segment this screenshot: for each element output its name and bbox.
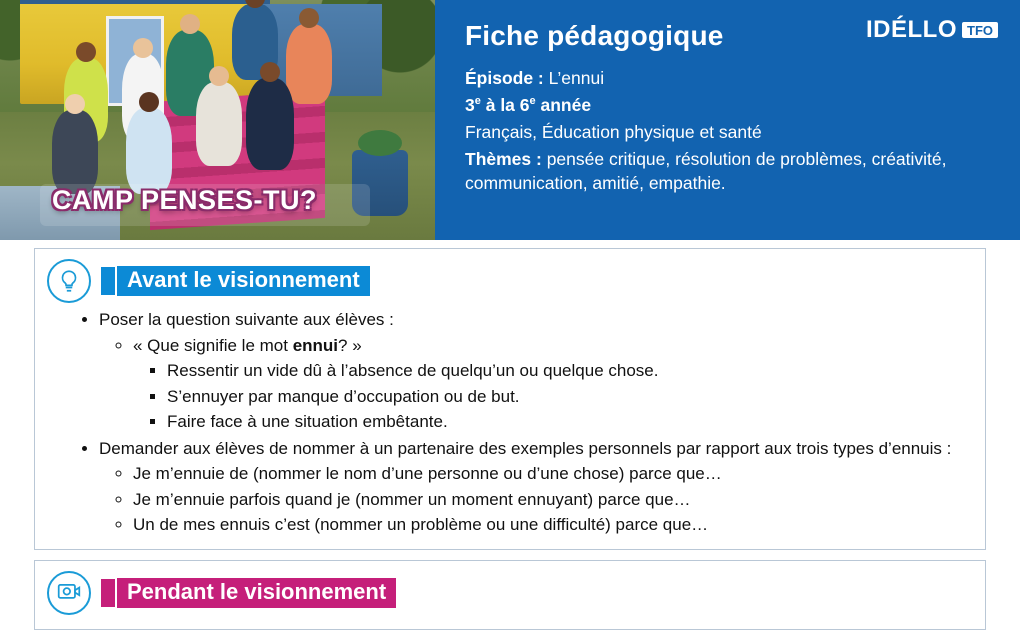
episode-line (465, 66, 998, 91)
section-accent-bar (101, 579, 115, 607)
section-pendant-le-visionnement (34, 560, 986, 630)
list-item-text: Poser la question suivante aux élèves : (99, 310, 394, 329)
list-item-text: Demander aux élèves de nommer à un partenaire des exemples personnels par rapport aux trois types d’ennuis : (99, 438, 952, 458)
list-item-text-bold: ennui (292, 335, 339, 355)
section-pendant-header (47, 571, 973, 615)
episode-value: L’ennui (548, 68, 605, 88)
brand-suffix: TFO (962, 22, 998, 38)
grade-end: année (535, 94, 592, 115)
grade-sup-1: e (474, 95, 481, 108)
section-pendant-title: Pendant le visionnement (117, 578, 396, 608)
brand-logo (866, 16, 998, 44)
sublist (99, 333, 973, 435)
list-item: ◦ Un de mes ennuis c’est (nommer un problème ou une difficulté) parce que… (133, 512, 973, 538)
list-item: ▪ Faire face à une situation embêtante. (167, 409, 973, 435)
section-avant-header (47, 259, 973, 303)
section-accent-bar (101, 267, 115, 295)
hero-child-7 (126, 108, 172, 194)
hero-child-8 (196, 82, 242, 166)
video-monitor-icon (47, 571, 91, 615)
sublist (99, 461, 973, 538)
section-avant-title: Avant le visionnement (117, 266, 370, 296)
list-item (133, 333, 973, 435)
list-item: ◦ Je m’ennuie de (nommer le nom d’une personne ou d’une chose) parce que… (133, 461, 973, 487)
lightbulb-icon (47, 259, 91, 303)
sublist (133, 358, 973, 435)
episode-label: Épisode : (465, 68, 544, 88)
page-title: Fiche pédagogique (465, 20, 724, 51)
hero-child-6 (52, 110, 98, 194)
list-item-text-prefix: « Que signifie le mot (133, 335, 293, 355)
grade-sup-2: e (529, 95, 536, 108)
themes-label: Thèmes : (465, 148, 542, 169)
header-info-panel (435, 0, 1020, 240)
grade-line (465, 93, 998, 118)
section-avant-le-visionnement (34, 248, 986, 550)
list-item: ▪ S’ennuyer par manque d’occupation ou de but. (167, 384, 973, 410)
document-header (0, 0, 1020, 240)
hero-child-9 (246, 78, 294, 170)
list-item (99, 436, 973, 538)
themes-value: pensée critique, résolution de problèmes, créativité, communication, amitié, empathie. (465, 148, 947, 194)
brand-name: IDÉLLO (866, 16, 957, 43)
themes-line (465, 147, 998, 197)
hero-photo (0, 0, 435, 240)
subjects-line: Français, Éducation physique et santé (465, 121, 762, 142)
section-avant-list (47, 307, 973, 538)
list-item-text-suffix: ? » (338, 335, 362, 355)
list-item: ◦ Je m’ennuie parfois quand je (nommer un moment ennuyant) parce que… (133, 487, 973, 513)
list-item (99, 307, 973, 435)
list-item: ▪ Ressentir un vide dû à l’absence de quelqu’un ou quelque chose. (167, 358, 973, 384)
grade-main: 3 (465, 94, 475, 115)
hero-child-5 (286, 24, 332, 104)
hero-title: CAMP PENSES-TU? (52, 185, 318, 215)
grade-mid: à la 6 (480, 94, 530, 115)
